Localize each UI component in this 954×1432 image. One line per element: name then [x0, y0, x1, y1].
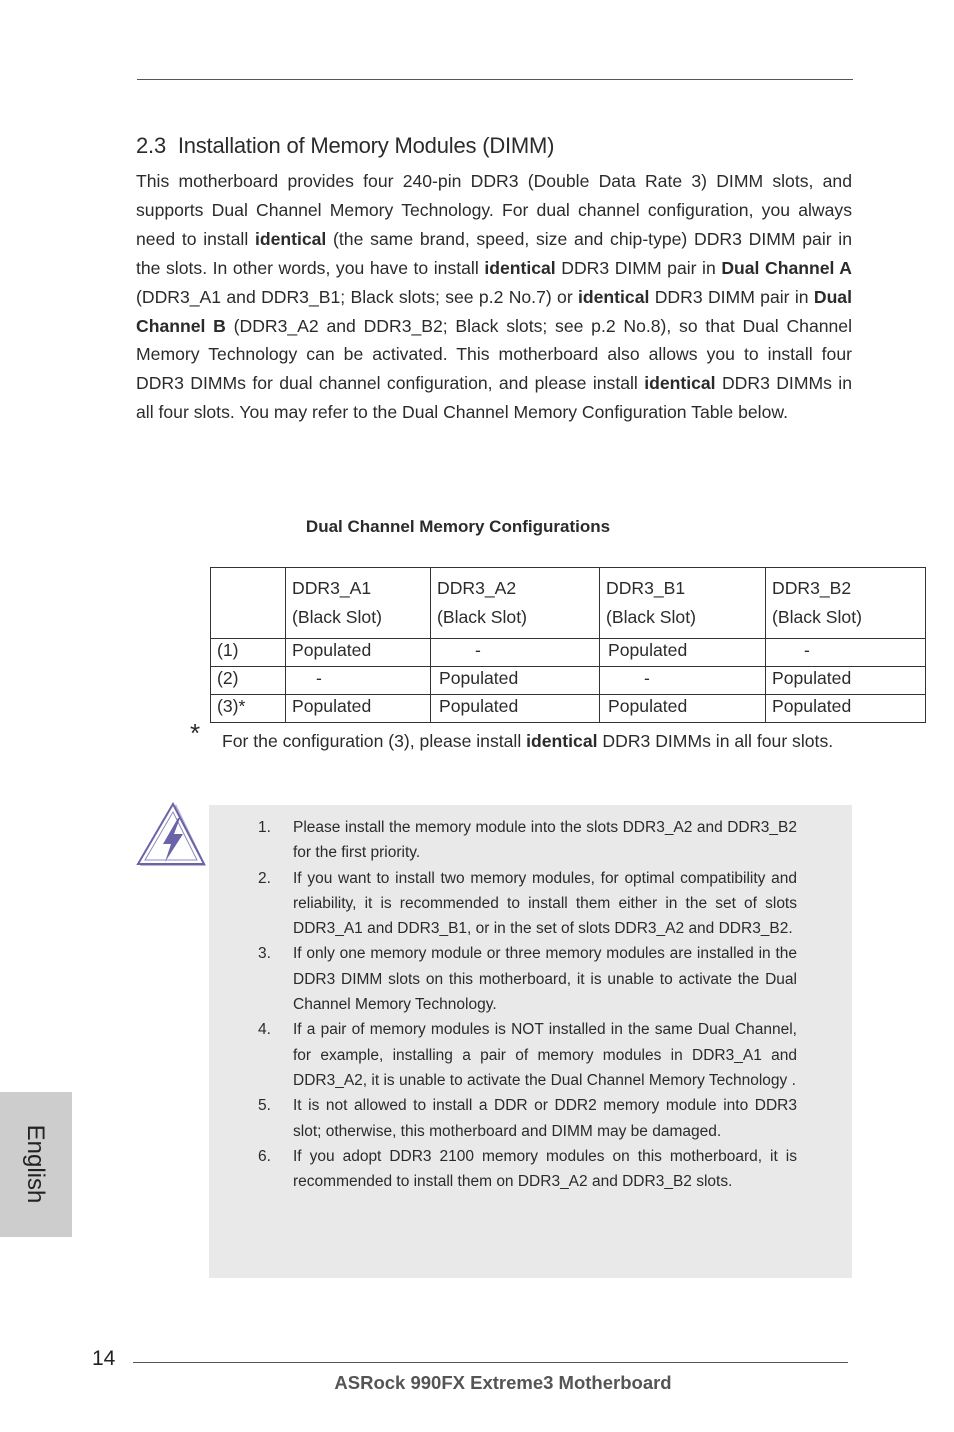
note-item — [258, 866, 797, 942]
intro-text: DDR3 DIMMs in all four slots. You may refer to the Dual Channel Memory Configuration Table below. — [136, 373, 852, 423]
table-title: Dual Channel Memory Configurations — [305, 517, 611, 536]
table-header-cell — [286, 568, 431, 639]
table-cell: Populated — [431, 667, 600, 695]
bottom-rule — [133, 1362, 848, 1363]
note-number: 6. — [258, 1147, 271, 1165]
table-cell: - — [431, 639, 600, 667]
table-cell: Populated — [431, 695, 600, 723]
slot-color: (Black Slot) — [292, 607, 382, 627]
memory-config-table — [210, 567, 926, 723]
section-title: Installation of Memory Modules (DIMM) — [177, 133, 555, 158]
slot-name: DDR3_A2 — [437, 578, 517, 598]
table-cell: Populated — [286, 695, 431, 723]
footnote-text: DDR3 DIMMs in all four slots. — [597, 731, 834, 751]
note-item — [258, 1017, 797, 1093]
note-number: 3. — [258, 945, 271, 963]
note-number: 5. — [258, 1097, 271, 1115]
table-header-cell — [600, 568, 766, 639]
table-row — [211, 639, 926, 667]
language-side-tab — [0, 1092, 72, 1237]
table-cell: Populated — [600, 695, 766, 723]
intro-bold: identical — [578, 286, 650, 307]
footer-title: ASRock 990FX Extreme3 Motherboard — [334, 1372, 672, 1393]
intro-text: This motherboard provides four 240-pin DDR3 (Double Data Rate 3) DIMM slots, and supports Dual Channel Memory Technology. For dual channel configuration, you always need to install — [136, 171, 852, 249]
note-text: Please install the memory module into the slots DDR3_A2 and DDR3_B2 for the first priority. — [293, 819, 797, 862]
row-label: (2) — [211, 667, 286, 695]
note-number: 2. — [258, 869, 271, 887]
footnote-bold: identical — [526, 731, 598, 751]
note-text: If you want to install two memory modules, for optimal compatibility and reliability, it is recommended to install them either in the set of slots DDR3_A1 and DDR3_B1, or in the set of slots DDR3_A2 and DDR3_B2. — [293, 869, 797, 938]
intro-paragraph — [136, 167, 852, 427]
table-header-cell-empty — [211, 568, 286, 639]
slot-name: DDR3_B2 — [772, 578, 852, 598]
intro-text: DDR3 DIMM pair in — [555, 257, 722, 278]
intro-bold: identical — [644, 373, 716, 394]
section-number: 2.3 — [136, 133, 166, 158]
language-label: English — [22, 1124, 49, 1204]
row-label: (3)* — [211, 695, 286, 723]
table-header-row — [211, 568, 926, 639]
note-text: If only one memory module or three memory modules are installed in the DDR3 DIMM slots on this motherboard, it is unable to activate the Dual Channel Memory Technology. — [293, 945, 797, 1014]
footnote-text: For the configuration (3), please install — [222, 731, 527, 751]
intro-bold: identical — [254, 228, 327, 249]
note-item — [258, 1093, 797, 1144]
intro-bold: identical — [484, 257, 556, 278]
intro-text: (DDR3_A2 and DDR3_B2; Black slots; see p.2 No.8), so that Dual Channel Memory Technology can be activated. This motherboard also allows you to install four DDR3 DIMMs for dual channel configuration, and please install — [136, 315, 852, 394]
slot-name: DDR3_A1 — [292, 578, 372, 598]
top-rule — [137, 79, 853, 80]
intro-text: (DDR3_A1 and DDR3_B1; Black slots; see p.2 No.7) or — [136, 286, 579, 307]
footnote — [222, 722, 852, 761]
note-item — [258, 1144, 797, 1195]
note-item — [258, 941, 797, 1017]
table-cell: - — [600, 667, 766, 695]
row-label: (1) — [211, 639, 286, 667]
note-item — [258, 815, 797, 866]
slot-color: (Black Slot) — [772, 607, 862, 627]
table-cell: Populated — [600, 639, 766, 667]
page-number: 14 — [92, 1347, 116, 1370]
note-number: 1. — [258, 819, 271, 836]
table-cell: - — [766, 639, 926, 667]
intro-text: DDR3 DIMM pair in — [649, 286, 814, 307]
intro-bold: Dual Channel A — [721, 257, 853, 278]
intro-text: (the same brand, speed, size and chip-type) DDR3 DIMM pair in the slots. In other words, you have to install — [136, 228, 852, 278]
table-cell: - — [286, 667, 431, 695]
section-heading — [136, 133, 554, 159]
note-text: If a pair of memory modules is NOT installed in the same Dual Channel, for example, installing a pair of memory modules in DDR3_A1 and DDR3_A2, it is unable to activate the Dual Channel Memory Technology . — [293, 1021, 797, 1089]
table-cell: Populated — [766, 667, 926, 695]
note-text: It is not allowed to install a DDR or DDR2 memory module into DDR3 slot; otherwise, this motherboard and DIMM may be damaged. — [293, 1097, 797, 1140]
table-cell: Populated — [286, 639, 431, 667]
note-list — [258, 815, 797, 1194]
table-row — [211, 667, 926, 695]
table-row — [211, 695, 926, 723]
table-header-cell — [431, 568, 600, 639]
warning-triangle-lightning-icon — [136, 800, 210, 872]
note-text: If you adopt DDR3 2100 memory modules on this motherboard, it is recommended to install them on DDR3_A2 and DDR3_B2 slots. — [293, 1147, 797, 1191]
table-header-cell — [766, 568, 926, 639]
footnote-marker: * — [190, 718, 201, 748]
slot-color: (Black Slot) — [437, 607, 527, 627]
note-number: 4. — [258, 1021, 271, 1039]
slot-color: (Black Slot) — [606, 607, 696, 627]
table-cell: Populated — [766, 695, 926, 723]
intro-bold: Dual Channel B — [136, 286, 852, 336]
slot-name: DDR3_B1 — [606, 578, 686, 598]
